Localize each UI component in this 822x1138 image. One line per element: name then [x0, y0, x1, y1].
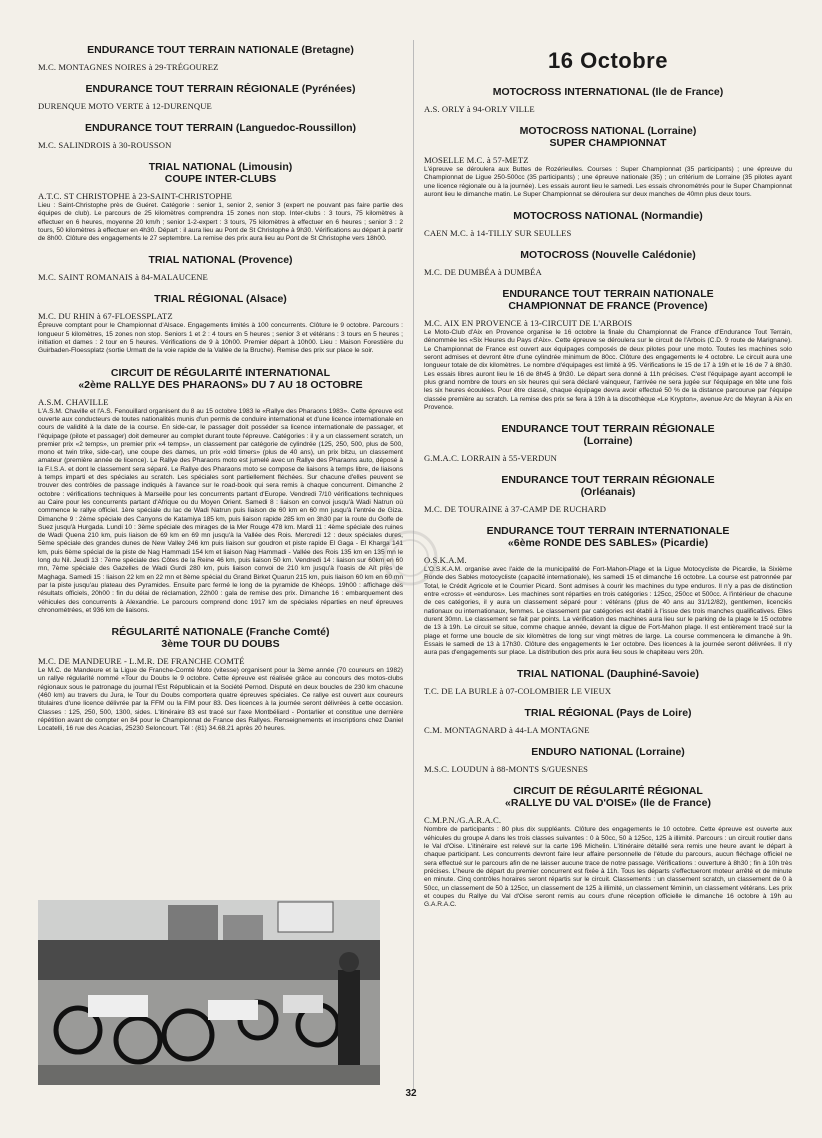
- event-title: [424, 668, 792, 680]
- organizing-club: M.C. DE TOURAINE à 37-CAMP DE RUCHARD: [424, 504, 607, 515]
- event-title: [38, 254, 403, 266]
- event-subtitle: CHAMPIONNAT DE FRANCE (Provence): [508, 300, 708, 313]
- event-title: [424, 785, 792, 809]
- event-title-text: ENDURANCE TOUT TERRAIN INTERNATIONALE: [486, 525, 730, 538]
- organizing-club: C.M. MONTAGNARD à 44-LA MONTAGNE: [424, 725, 590, 736]
- event-description: L'épreuve se déroulera aux Buttes de Rozérieulles. Courses : Super Championnat (35 participants) ; une épreuve du Championnat de Ligue 250-500cc (35 participants) ; une épreuve nationale (35) ; un critérium de Lorraine (35 pilotes ayant une licence régionale ou à la journée). Les essais auront lieu le samedi. Les essais chronométrés pour le Super Championnat auront lieu le dimanche matin. Le Super Championnat se déroulera sur deux manches de 40mn plus deux tours.: [424, 166, 792, 198]
- event-title-text: MOTOCROSS INTERNATIONAL (Ile de France): [492, 86, 724, 98]
- event-title-text: MOTOCROSS (Nouvelle Calédonie): [520, 249, 696, 262]
- event-subtitle: «6ème RONDE DES SABLES» (Picardie): [507, 537, 709, 550]
- organizing-club: M.C. MONTAGNES NOIRES à 29-TRÉGOUREZ: [38, 62, 219, 72]
- photo-motorcycles-parade: [38, 900, 380, 1085]
- event-title-text: TRIAL NATIONAL (Dauphiné-Savoie): [516, 668, 699, 681]
- event-description: Le Moto-Club d'Aix en Provence organise le 16 octobre la finale du Championnat de France d'Endurance Tout Terrain, dénommée les «Six Heures du Pays d'Aix». Cette épreuve se déroulera sur le circuit de l'Arbois (C.D. 9 route de Marignane). Le Championnat de France est ouvert aux équipages composés de deux pilotes pour une moto. Toutes les machines solo seront admises et devront être d'une cylindrée minimum de 80cc. Clôture des engagements le 4 octobre. Le circuit aura une longueur totale de dix kilomètres. Le nombre d'équipages est limité à 95. Vérifications le 15 de 17 à 19h et le 16 de 7 à 8h30. Les essais libres auront lieu le 16 de 8h45 à 9h30. Le départ sera donné à 11h précises. C'est l'équipage ayant accompli le plus grand nombre de tours en six heures qui sera déclaré vainqueur, l'arrivée ne sera jugée sur l'équipage en tête une fois les six heures écoulées. Pour être classé, chaque équipage devra avoir effectué 50 % de la distance parcourue par l'équipe classée première au scratch. La remise des prix se fera à 19h à la discothèque «Le Krypton», avenue Arc de Meyran à Aix en Provence.: [424, 329, 792, 411]
- event-title-text: CIRCUIT DE RÉGULARITÉ INTERNATIONAL: [110, 366, 331, 379]
- event-title-text: ENDURO NATIONAL (Lorraine): [531, 746, 685, 759]
- organizing-club: G.M.A.C. LORRAIN à 55-VERDUN: [424, 453, 557, 464]
- event-title-text: TRIAL RÉGIONAL (Alsace): [154, 293, 287, 306]
- organizing-club: A.S.M. CHAVILLE: [38, 396, 109, 407]
- event-description: L'A.S.M. Chaville et l'A.S. Fenouillard organisent du 8 au 15 octobre 1983 le «Rallye des Pharaons 1983». Cette épreuve est ouverte aux conducteurs de toutes nationalités munis d'un permis de conduire international et d'une licence internationale en cours de validité à la date de la course. En side-car, le passager doit posséder sa licence internationale de passager, et l'équipage (pilote et passager) doit demeurer au complet durant toute l'épreuve. Catégories : il y a un classement scratch, un premier prix «2 temps», un premier prix «4 temps», un classement par catégorie de cylindrée (125, 250, 500, plus de 500, mono et twin trike, side-car), une coupe des dames, un prix «old timers» (plus de 40 ans), un prix bitzu, un classement amateur (première année de licence). Le Rallye des Pharaons moto est jumelé avec un Rallye des Pharaons auto, déposé à la F.I.S.A. et dont le classement sera séparé. Le Rallye des Pharaons moto se compose de liaisons à temps libre, de liaisons à temps imparti et des spéciales au scratch. Les spéciales sont partiellement fléchées. Sur chacune d'elles peuvent se trouver des contrôles de passage indiqués à l'avance sur le road-book qui sera remis à chaque concurrent. Dimanche 2 octobre : vérifications techniques à Marseille pour les concurrents partant d'Europe. Vendredi 7/10 vérifications techniques au Caire pour les concurrents partant d'Afrique ou du Moyen Orient. Samedi 8 : liaison en convoi jusqu'à Wadi Natrun où commence le rallye officiel. 1ère spéciale du lac de Wadi Natrun puis liaison de 60 km en 60 mn jusqu'à l'entrée de Giza. Dimanche 9 : 2ème spéciale des Canyons de Katamiya 185 km, puis liaison rapide 285 km en 3h30 par la route du Golfe de Suez jusqu'à Hurgada. Lundi 10 : 3ème spéciale des mirages de la Mer Rouge 478 km. Mardi 11 : 4ème spéciale des ruines de Wadi Quena 210 km, puis liaison de 69 km en 69 mn jusqu'à la Vallée des Rois. Mercredi 12 : deux spéciales dures, 5ème spéciale des grandes dunes de New Valley 246 km puis liaison sur goudron et piste rapide El Gaga - El Kharga 141 km, puis 6ème spécial de la piste de Nag Hammadi 154 km et liaison Nag Hammadi - Vallée des Rois 135 km en 135 mn le long du Nil. Jeudi 13 : 7ème spéciale des Côtes de la Reine 46 km, puis liaison 50 km. Vendredi 14 : liaison sur 60km en 60 mn, 7ème spéciale des Gazelles de Wadi Gurdi 280 km, puis liaison convoi de 210 km jusqu'à l'oasis de Aït près de Maghaga. Samedi 15 : liaison 22 km en 22 mn et 8ème spécial du Grand Birket Quarun 215 km, puis liaison 60 km en 60 mn par la piste jusqu'au plateau des Pyramides. Ensuite parc fermé le long de la pyramide de Khéops. 19h00 : affichage des résultats officiels, 20h00 : fin du délai de réclamation, 22h00 : gala de remise des prix. Dimanche 16 : embarquement des véhicules des concurrents à Alexandrie. Le parcours comprend donc 1917 km de spéciales réparties en neuf épreuves chronométrées, et 936 km de liaisons.: [38, 407, 403, 614]
- event-subtitle: SUPER CHAMPIONNAT: [549, 137, 667, 149]
- event-listing: [424, 525, 792, 657]
- event-listing: [424, 668, 792, 696]
- event-title-text: CIRCUIT DE RÉGULARITÉ RÉGIONAL: [513, 785, 703, 798]
- organizing-club: CAEN M.C. à 14-TILLY SUR SEULLES: [424, 228, 572, 239]
- event-title: [38, 161, 403, 185]
- event-listing: [424, 474, 792, 514]
- event-title: [424, 474, 792, 498]
- event-title-text: ENDURANCE TOUT TERRAIN RÉGIONALE (Pyrénées): [85, 83, 356, 95]
- event-title: [38, 293, 403, 305]
- organizing-club: A.T.C. ST CHRISTOPHE à 23-SAINT-CHRISTOPHE: [38, 191, 232, 201]
- event-title-text: MOTOCROSS NATIONAL (Normandie): [513, 210, 703, 223]
- event-title-text: TRIAL NATIONAL (Provence): [148, 254, 293, 267]
- organizing-club: MOSELLE M.C. à 57-METZ: [424, 155, 529, 165]
- organizing-club: M.C. SAINT ROMANAIS à 84-MALAUCENE: [38, 272, 208, 283]
- event-title-text: MOTOCROSS NATIONAL (Lorraine): [519, 125, 697, 137]
- event-listing: [38, 293, 403, 355]
- event-title: [424, 125, 792, 149]
- event-title: [38, 122, 403, 134]
- event-listing: [424, 125, 792, 199]
- event-title: [424, 210, 792, 222]
- event-listing: [38, 626, 403, 733]
- event-title: [424, 249, 792, 261]
- event-listing: [38, 83, 403, 111]
- event-listing: [38, 44, 403, 72]
- event-title: [38, 83, 403, 95]
- event-listing: [424, 288, 792, 412]
- library-stamp-watermark: [380, 528, 440, 588]
- event-description: Le M.C. de Mandeure et la Ligue de Franche-Comté Moto (vitesse) organisent pour la 3ème année (70 coureurs en 1982) un rallye régularité nommé «Tour du Doubs le 9 octobre. Cette épreuve est réalisée grâce au concours des motos-clubs régionaux sous le patronage du journal l'Est Républicain et la Société Pernod. Disputé en deux boucles de 230 km chacune (460 km) au travers du Jura, le Tour du Doubs comportera quatre épreuves spéciales. Ce rallye est ouvert aux coureurs titulaires d'une licence délivrée par la FFM ou la FIM pour 83. Des licences à la journée seront délivrées à cette occasion. Classes : 125, 250, 500, 1300, sides. L'itinéraire 83 est tracé sur l'axe Montbéliard - Pontarlier et constitue une dernière répétition avant de compter en 84 pour le Championnat de France des Rallyes. Renseignements et inscriptions chez Daniel Locatelli, 16 rue des Acacias, 25230 Seloncourt. Tél : (81) 34.68.21 après 20 heures.: [38, 667, 403, 733]
- organizing-club: T.C. DE LA BURLE à 07-COLOMBIER LE VIEUX: [424, 686, 612, 697]
- event-description: L'O.S.K.A.M. organise avec l'aide de la municipalité de Fort-Mahon-Plage et la Ligue Motocycliste de Picardie, la Sixième Ronde des Sables motocycliste (capacité internationale), les samedi 15 et dimanche 16 octobre. La course est patronnée par Total, le Crédit Agricole et le Courrier Picard. Sont admises à courir les machines du type enduros. Il n'y a pas de distinction entre «cross» et «enduros». Les machines sont réparties en trois catégories : 125cc, 250cc et 500cc. A l'intérieur de chacune de ces catégories, il y aura un classement séparé pour : vétérans (plus de 40 ans au 31/12/82), gentlemen, licenciés nationaux ou internationaux, femmes. Le classement par catégories est établi à l'issue des trois manches qualificatives. Elles durent 30mn. Le classement se fait par points. La vérification des machines aura lieu sur le parking de la plage le 15 octobre de 13 à 19h. Le circuit se situe, comme chaque année, devant la digue de Fort-Mahon plage. Il est entièrement tracé sur la plage et forme une boucle de six kilomètres de long sur vingt mètres de large. La course commencera le dimanche à 9h. Essais le samedi de 13 à 17h30. Clôture des engagements le 1er octobre. Des licences à la journée seront délivrées. Il n'y aura pas d'engagements sur place. La distribution des prix aura lieu sous le chapiteau vers 20h.: [424, 566, 792, 657]
- organizing-club: O.S.K.A.M.: [424, 555, 467, 566]
- right-column: [424, 44, 792, 920]
- left-column: [38, 44, 403, 744]
- event-title-text: TRIAL NATIONAL (Limousin): [148, 161, 293, 173]
- event-title: [424, 86, 792, 98]
- event-description: Lieu : Saint-Christophe près de Guéret. Catégorie : senior 1, senior 2, senior 3 (expert ne pouvant pas faire partie des équipes de club). Le parcours de 25 kilomètres comprendra 15 zones non stop. Inter-clubs : 3 tours, 75 kilomètres à effectuer en 6 heures, moyenne 20 km/h ; senior 1-2-expert : 3 tours, 75 kilomètres à effectuer en 6 heures ; senior 3 : 2 tours, 50 kilomètres à effectuer en 4h30. Départ : il aura lieu au Pont de St Christophe à 9h30. Vérifications au départ à partir de 8h00. Clôture des engagements le 27 septembre. La remise des prix aura lieu au Pont de St Christophe vers 18h00.: [38, 202, 403, 243]
- event-subtitle: «RALLYE DU VAL D'OISE» (Ile de France): [505, 797, 711, 810]
- event-subtitle: COUPE INTER-CLUBS: [164, 173, 277, 185]
- event-title: [424, 707, 792, 719]
- organizing-club: A.S. ORLY à 94-ORLY VILLE: [424, 104, 535, 114]
- organizing-club: M.C. DE MANDEURE - L.M.R. DE FRANCHE COMTÉ: [38, 656, 245, 667]
- organizing-club: M.C. AIX EN PROVENCE à 13-CIRCUIT DE L'ARBOIS: [424, 318, 633, 329]
- event-title: [424, 746, 792, 758]
- date-header: 16 Octobre: [548, 48, 668, 73]
- event-title: [424, 525, 792, 549]
- event-description: Nombre de participants : 80 plus dix suppléants. Clôture des engagements le 10 octobre. Cette épreuve est ouverte aux véhicules du groupe A dans les trois classes suivantes : 0 à 50cc, 50 à 125cc, 125 à illimité. Parcours : un circuit routier dans le Val d'Oise. L'itinéraire est relevé sur la carte 196 Michelin. L'itinéraire détaillé sera remis une heure avant le départ à chaque participant. Les concurrents devront faire leur affaire personnelle de l'étude du parcours, aucun fléchage officiel ne sera effectué sur le parcours afin de ne laisser aucune trace de notre passage. Vérifications : ouverture à 8h30 ; fin à 10h très précises. L'heure de départ du premier concurrent est fixée à 11h. Tous les départs s'effectueront moteur arrêté et de minute en minute. Cinq contrôles horaires seront répartis sur le circuit. Classements : un classement scratch, un classement de 0 à 50cc, un classement de 50 à 125cc, un classement de 125 à illimité, un classement féminin, un classement vétérans. Les prix et coupes du Rallye du Val d'Oise seront remis au cours d'une réception officielle le dimanche 16 octobre à 19h au G.A.R.A.C.: [424, 826, 792, 909]
- event-description: Épreuve comptant pour le Championnat d'Alsace. Engagements limités à 100 concurrents. Clôture le 9 octobre. Parcours : longueur 5 kilomètres, 15 zones non stop. Seniors 1 et 2 : 4 tours en 5 heures ; senior 3 et vétérans : 3 tours en 5 heures ; initiation et dames : 2 tour en 5 heures. Vérifications de 9 à 10h00. Premier départ à 10h00. Lieu : Maison Forestière du Guirbaden-Floessplatz (sortie Urmatt de la voie rapide de la Vallée de la Bruche). Remise des prix sur place le soir.: [38, 322, 403, 355]
- event-subtitle: (Orléanais): [580, 486, 636, 499]
- event-listing: [424, 86, 792, 114]
- event-title-text: ENDURANCE TOUT TERRAIN RÉGIONALE: [501, 423, 715, 436]
- organizing-club: M.C. DU RHIN à 67-FLOESSPLATZ: [38, 311, 173, 322]
- event-title-text: RÉGULARITÉ NATIONALE (Franche Comté): [111, 626, 330, 639]
- event-listing: [424, 746, 792, 774]
- organizing-club: C.M.P.N./G.A.R.A.C.: [424, 815, 502, 826]
- page-number: 32: [405, 1088, 417, 1099]
- event-title: [38, 367, 403, 391]
- organizing-club: M.C. SALINDROIS à 30-ROUSSON: [38, 140, 172, 150]
- event-title-text: ENDURANCE TOUT TERRAIN RÉGIONALE: [501, 474, 715, 487]
- organizing-club: DURENQUE MOTO VERTE à 12-DURENQUE: [38, 101, 212, 111]
- event-subtitle: (Lorraine): [583, 435, 633, 448]
- organizing-club: M.C. DE DUMBÉA à DUMBÉA: [424, 267, 542, 278]
- event-listing: [38, 254, 403, 282]
- event-title-text: ENDURANCE TOUT TERRAIN NATIONALE: [502, 288, 714, 301]
- event-listing: [38, 161, 403, 243]
- event-title-text: ENDURANCE TOUT TERRAIN (Languedoc-Roussillon): [84, 122, 357, 134]
- event-listing: [424, 785, 792, 909]
- organizing-club: M.S.C. LOUDUN à 88-MONTS S/GUESNES: [424, 764, 589, 775]
- event-title: [424, 423, 792, 447]
- event-listing: [38, 122, 403, 150]
- event-listing: [424, 210, 792, 238]
- event-title-text: ENDURANCE TOUT TERRAIN NATIONALE (Bretagne): [87, 44, 354, 56]
- event-listing: [424, 249, 792, 277]
- event-subtitle: «2ème RALLYE DES PHARAONS» DU 7 AU 18 OCTOBRE: [78, 378, 363, 391]
- event-subtitle: 3ème TOUR DU DOUBS: [161, 638, 280, 651]
- event-title: [424, 288, 792, 312]
- event-listing: [424, 707, 792, 735]
- event-listing: [424, 423, 792, 463]
- event-listing: [38, 367, 403, 615]
- event-title: [38, 44, 403, 56]
- event-title-text: TRIAL RÉGIONAL (Pays de Loire): [524, 707, 692, 720]
- event-title: [38, 626, 403, 650]
